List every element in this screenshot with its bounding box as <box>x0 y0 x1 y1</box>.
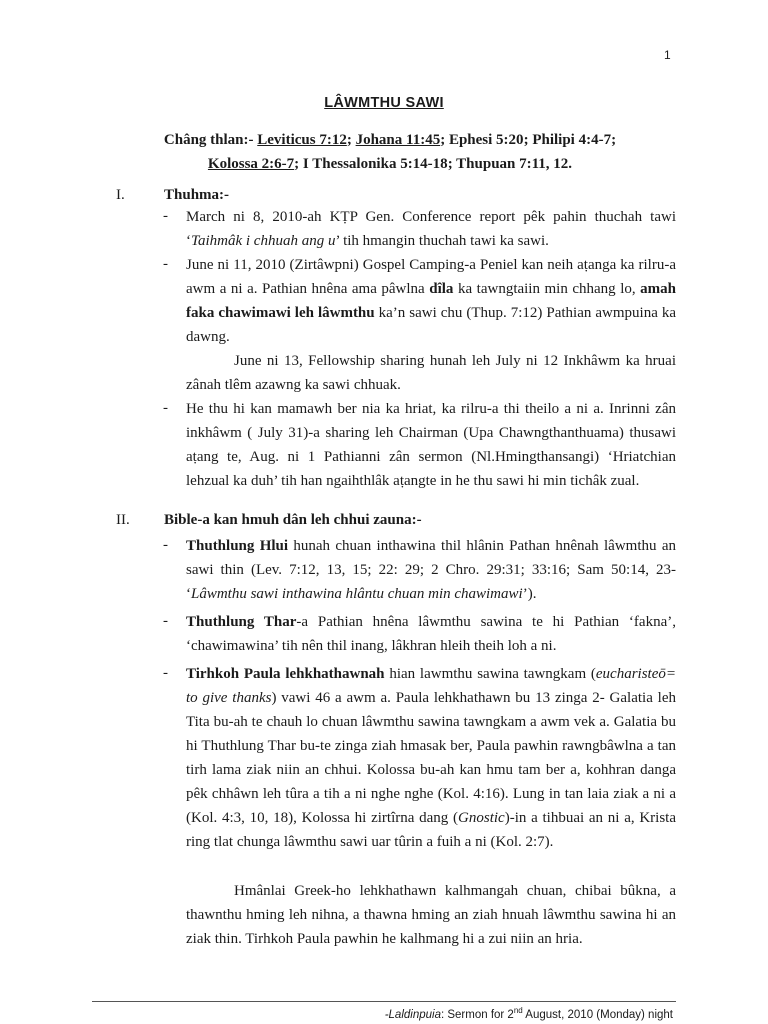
paragraph: He thu hi kan mamawh ber nia ka hriat, ka rilru-a thi theilo a ni a. Inrinni zân inkhâwm ( July 31)-a sharing leh Chairman (Upa Chawngthanthuama) thusawi aṭang te, Aug. ni 1 Pathianni zân sermon (Nl.Hmingthansangi) ‘Hriatchian lehzual ka duh’ tih han ngaihthlâk aṭangte in he thu sawi hi min tichâk zual. <box>186 401 676 489</box>
page-footer: -Laldinpuia: Sermon for 2nd August, 2010 (Monday) night <box>384 1006 673 1021</box>
reference-link[interactable]: Leviticus 7:12 <box>257 132 347 148</box>
paragraph: March ni 8, 2010-ah KṬP Gen. Conference report pêk pahin thuchah tawi ‘Taihmâk i chhuah ang u’ tih hmangin thuchah tawi ka sawi. <box>186 209 676 249</box>
paragraph: Thuthlung Thar-a Pathian hnêna lâwmthu sawina te hi Pathian ‘fakna’, ‘chawimawina’ tih nên thil inang, lâkhran hleih theih loh a ni. <box>186 614 676 654</box>
scripture-references: Châng thlan:- Leviticus 7:12; Johana 11:45; Ephesi 5:20; Philipi 4:4-7; Kolossa 2:6-7; I Thessalonika 5:14-18; Thupuan 7:11, 12. <box>163 132 617 172</box>
footer-divider <box>92 1001 676 1002</box>
reference: Thupuan 7:11, 12. <box>456 156 573 172</box>
section-heading: Thuhma:- <box>164 187 230 203</box>
bullet-dash: - <box>163 537 168 553</box>
reference: Ephesi 5:20 <box>448 132 524 148</box>
bullet-dash: - <box>163 613 168 629</box>
reference-link[interactable]: Johana 11:45 <box>355 132 441 148</box>
paragraph: June ni 13, Fellowship sharing hunah leh July ni 12 Inkhâwm ka hruai zânah tlêm azawng ka sawi chhuak. <box>186 353 676 393</box>
paragraph: June ni 11, 2010 (Zirtâwpni) Gospel Camping-a Peniel kan neih aṭanga ka rilru-a awm a ni a. Pathian hnêna ama pâwlna dîla ka tawngtaiin min chhang lo, amah faka chawimawi leh lâwmthu ka’n sawi chu (Thup. 7:12) Pathian awmpuina ka dawng. <box>186 257 677 345</box>
page-title: LÂWMTHU SAWI <box>324 95 444 111</box>
section-number: II. <box>116 512 130 528</box>
paragraph: Tirhkoh Paula lehkhathawnah hian lawmthu sawina tawngkam (eucharisteō= to give thanks) vawi 46 a awm a. Paula lehkhathawn bu 13 zinga 2- Galatia leh Tita bu-ah te chauh lo chuan lâwmthu sawina tawngkam a awm vek a. Galatia bu hi Thuthlung Thar bu-te zinga ziah hmasak ber, Paula pawhin rawngbâwlna a tan tirh lama ziak niin an chhui. Kolossa bu-ah kan hmu tam ber a, kohhran danga pêk chhâwn leh tûra a tih a ni nghe nghe (Kol. 4:16). Lung in tan laia ziak a ni a (Kol. 4:3, 10, 18), Kolossa hi zirtîrna dang (Gnostic)-in a tihbuai an ni a, Krista ring tlat chunga lâwmthu sawi uar tûrin a fuih a ni (Kol. 2:7). <box>186 666 676 850</box>
reference: Philipi 4:4-7 <box>532 132 612 148</box>
section-heading: Bible-a kan hmuh dân leh chhui zauna:- <box>164 512 422 528</box>
references-label: Châng thlan:- <box>163 132 254 148</box>
bullet-dash: - <box>163 208 168 224</box>
reference: I Thessalonika 5:14-18 <box>302 156 448 172</box>
bullet-dash: - <box>163 665 168 681</box>
bullet-dash: - <box>163 256 168 272</box>
bullet-dash: - <box>163 400 168 416</box>
section-number: I. <box>116 187 125 203</box>
page-number: 1 <box>664 48 671 62</box>
paragraph: Thuthlung Hlui hunah chuan inthawina thil hlânin Pathan hnênah lâwmthu an sawi thin (Lev. 7:12, 13, 15; 22: 29; 2 Chro. 29:31; 33:16; Sam 50:14, 23- ‘Lâwmthu sawi inthawina hlântu chuan min chawimawi’). <box>186 538 676 602</box>
paragraph: Hmânlai Greek-ho lehkhathawn kalhmangah chuan, chibai bûkna, a thawnthu hming leh nihna, a thawna hming an ziah hnuah lâwmthu sawina hi an ziak thin. Tirhkoh Paula pawhin he kalhmang hi a zui niin an hria. <box>186 883 676 947</box>
reference-link[interactable]: Kolossa 2:6-7 <box>207 156 295 172</box>
